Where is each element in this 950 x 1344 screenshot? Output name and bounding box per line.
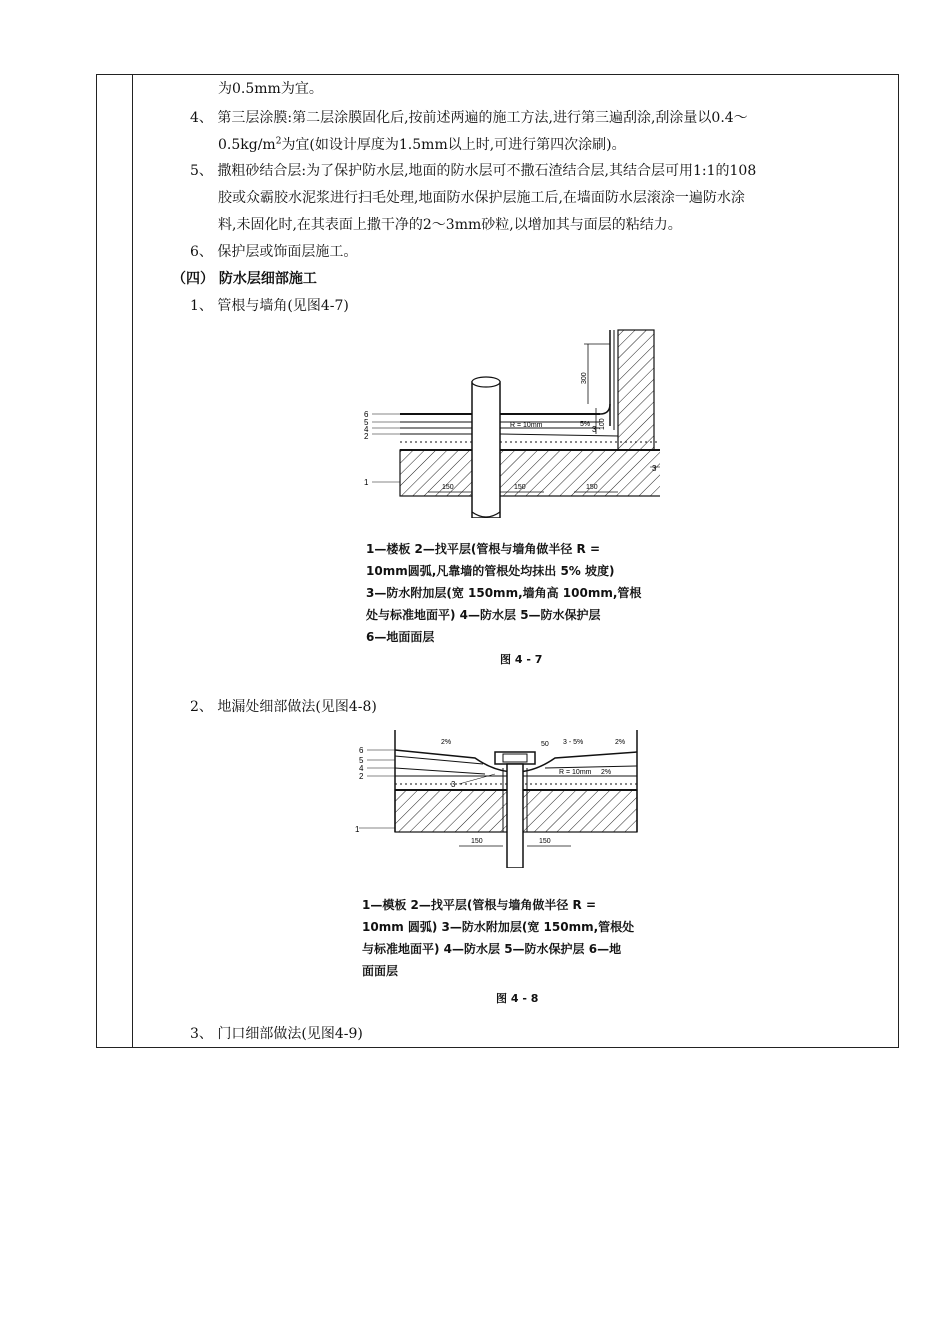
text-line: 5、 撒粗砂结合层:为了保护防水层,地面的防水层可不撒石渣结合层,其结合层可用1:1的108 <box>190 163 757 179</box>
callout-label: 3 <box>451 780 456 789</box>
callout-label: 1 <box>364 478 369 487</box>
text-line: 胶或众霸胶水泥浆进行扫毛处理,地面防水保护层施工后,在墙面防水层滚涂一遍防水涂 <box>218 190 745 206</box>
figure-4-7-drawing <box>360 322 660 518</box>
dimension-label: 150 <box>539 838 551 845</box>
figure-number: 图 4 - 7 <box>500 653 543 666</box>
figure-caption: 10mm圆弧,凡靠墙的管根处均抹出 5% 坡度) <box>366 564 615 578</box>
figure-caption: 10mm 圆弧) 3—防水附加层(宽 150mm,管根处 <box>362 920 635 934</box>
dimension-label: 150 <box>471 838 483 845</box>
dimension-label: 300 <box>581 372 588 384</box>
table-left-column <box>97 75 133 1047</box>
dimension-label: R = 10mm <box>510 422 543 429</box>
dimension-label: 3 - 5% <box>563 739 584 746</box>
dimension-label: 5% <box>580 421 591 428</box>
figure-caption: 与标准地面平) 4—防水层 5—防水保护层 6—地 <box>362 942 622 956</box>
superscript: 2 <box>275 136 282 147</box>
text-fragment: 0.5kg/m <box>218 137 276 153</box>
text-line: 6、 保护层或饰面层施工。 <box>190 244 358 260</box>
callout-label: 2 <box>359 772 364 781</box>
dimension-label: 150 <box>586 484 598 491</box>
callout-label: 4 <box>364 425 369 434</box>
callout-label: 3 <box>592 425 597 434</box>
callout-label: 4 <box>359 764 364 773</box>
figure-caption: 面面层 <box>362 964 399 978</box>
figure-caption: 6—地面面层 <box>366 630 435 644</box>
section-heading: （四） 防水层细部施工 <box>172 271 317 287</box>
text-line: 为0.5mm为宜。 <box>218 81 323 97</box>
dimension-label: 2% <box>615 739 626 746</box>
callout-label: 6 <box>359 746 364 755</box>
list-item: 2、 地漏处细部做法(见图4-8) <box>190 699 377 715</box>
text-fragment: 为宜(如设计厚度为1.5mm以上时,可进行第四次涂刷)。 <box>281 137 626 153</box>
figure-caption: 1—楼板 2—找平层(管根与墙角做半径 R = <box>366 542 601 556</box>
figure-caption: 3—防水附加层(宽 150mm,墙角高 100mm,管根 <box>366 586 642 600</box>
callout-label: 5 <box>359 756 364 765</box>
dimension-label: 100 <box>599 418 606 430</box>
callout-label: 6 <box>364 410 369 419</box>
dimension-label: 150 <box>514 484 526 491</box>
dimension-label: 150 <box>442 484 454 491</box>
callout-label: 1 <box>355 825 360 834</box>
callout-label: 3 <box>652 464 657 473</box>
text-line: 4、 第三层涂膜:第二层涂膜固化后,按前述两遍的施工方法,进行第三遍刮涂,刮涂量以0.4～ <box>190 110 748 126</box>
text-line: 料,未固化时,在其表面上撒干净的2～3mm砂粒,以增加其与面层的粘结力。 <box>218 217 682 233</box>
dimension-label: 2% <box>441 739 452 746</box>
list-item: 3、 门口细部做法(见图4-9) <box>190 1026 363 1042</box>
dimension-label: R = 10mm <box>559 769 592 776</box>
dimension-label: 2% <box>601 769 612 776</box>
callout-label: 5 <box>364 418 369 427</box>
list-item: 1、 管根与墙角(见图4-7) <box>190 298 349 314</box>
figure-caption: 1—模板 2—找平层(管根与墙角做半径 R = <box>362 898 597 912</box>
callout-label: 2 <box>364 432 369 441</box>
dimension-label: 50 <box>541 741 549 748</box>
figure-4-8-drawing <box>355 728 665 868</box>
figure-caption: 处与标准地面平) 4—防水层 5—防水保护层 <box>366 608 601 622</box>
text-line <box>218 136 626 154</box>
figure-number: 图 4 - 8 <box>496 992 539 1005</box>
